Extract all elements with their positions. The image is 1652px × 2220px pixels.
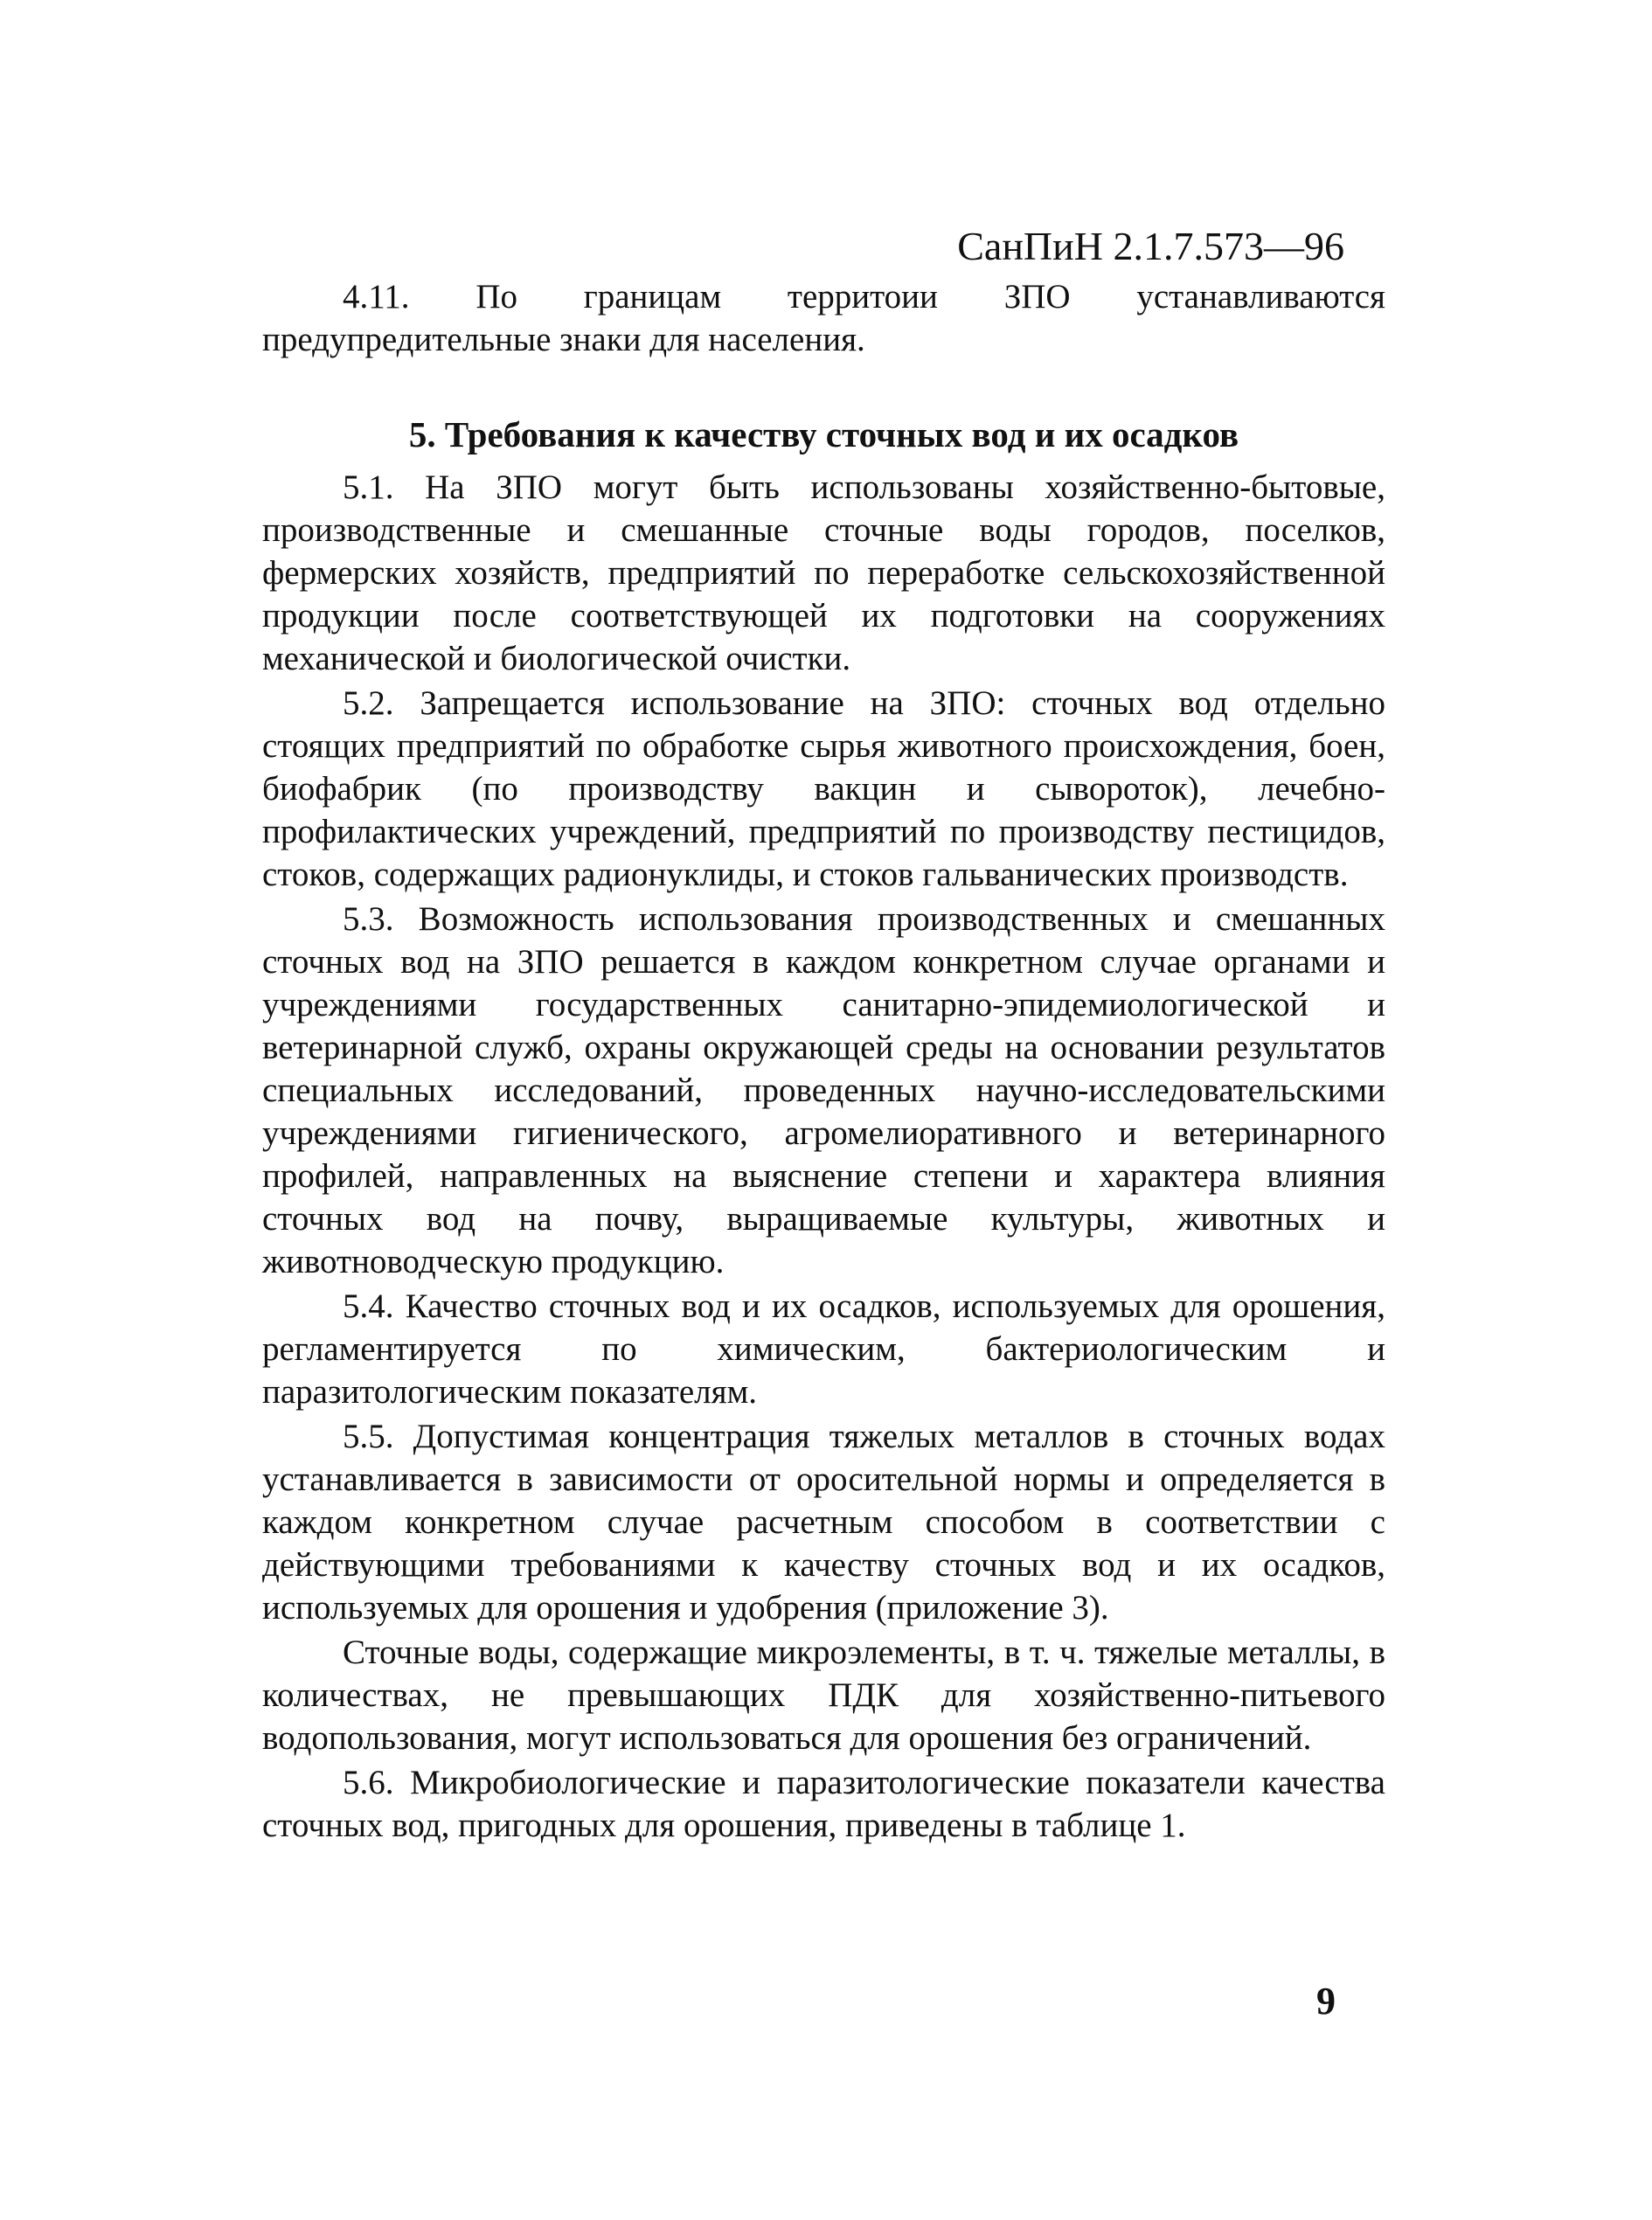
paragraph-5-4: 5.4. Качество сточных вод и их осадков, используемых для орошения, регламентируется по химическим, бактериологическим и паразитологическим показателям. — [262, 1287, 1385, 1411]
paragraph-5-5: 5.5. Допустимая концентрация тяжелых металлов в сточных водах устанавливается в зависимости от оросительной нормы и определяется в каждом конкретном случае расчетным способом в соответствии с действующими требованиями к качеству сточных вод и их осадков, используемых для орошения и удобрения (приложение 3). — [262, 1418, 1385, 1627]
section-heading: 5. Требования к качеству сточных вод и их осадков — [408, 414, 1239, 454]
running-head: СанПиН 2.1.7.573—96 — [957, 224, 1344, 268]
paragraph-5-6: 5.6. Микробиологические и паразитологические показатели качества сточных вод, пригодных для орошения, приведены в таблице 1. — [262, 1764, 1385, 1844]
page-number: 9 — [1316, 1980, 1336, 2022]
document-body — [262, 275, 1385, 1847]
paragraph-5-2: 5.2. Запрещается использование на ЗПО: сточных вод отдельно стоящих предприятий по обработке сырья животного происхождения, боен, биофабрик (по производству вакцин и сывороток), лечебно-профилактических учреждений, предприятий по производству пестицидов, стоков, содержащих радионуклиды, и стоков гальванических производств. — [262, 684, 1385, 893]
paragraph-5-5-continued: Сточные воды, содержащие микроэлементы, в т. ч. тяжелые металлы, в количествах, не превышающих ПДК для хозяйственно-питьевого водопользования, могут использоваться для орошения без ограничений. — [262, 1634, 1385, 1757]
paragraph-5-3: 5.3. Возможность использования производственных и смешанных сточных вод на ЗПО решается в каждом конкретном случае органами и учреждениями государственных санитарно-эпидемиологической и ветеринарной служб, охраны окружающей среды на основании результатов специальных исследований, проведенных научно-исследовательскими учреждениями гигиенического, агромелиоративного и ветеринарного профилей, направленных на выяснение степени и характера влияния сточных вод на почву, выращиваемые культуры, животных и животноводческую продукцию. — [262, 900, 1385, 1280]
paragraph-5-1: 5.1. На ЗПО могут быть использованы хозяйственно-бытовые, производственные и смешанные сточные воды городов, поселков, фермерских хозяйств, предприятий по переработке сельскохозяйственной продукции после соответствующей их подготовки на сооружениях механической и биологической очистки. — [262, 468, 1385, 677]
paragraph-4-11: 4.11. По границам территоии ЗПО устанавливаются предупредительные знаки для населения. — [262, 278, 1385, 358]
